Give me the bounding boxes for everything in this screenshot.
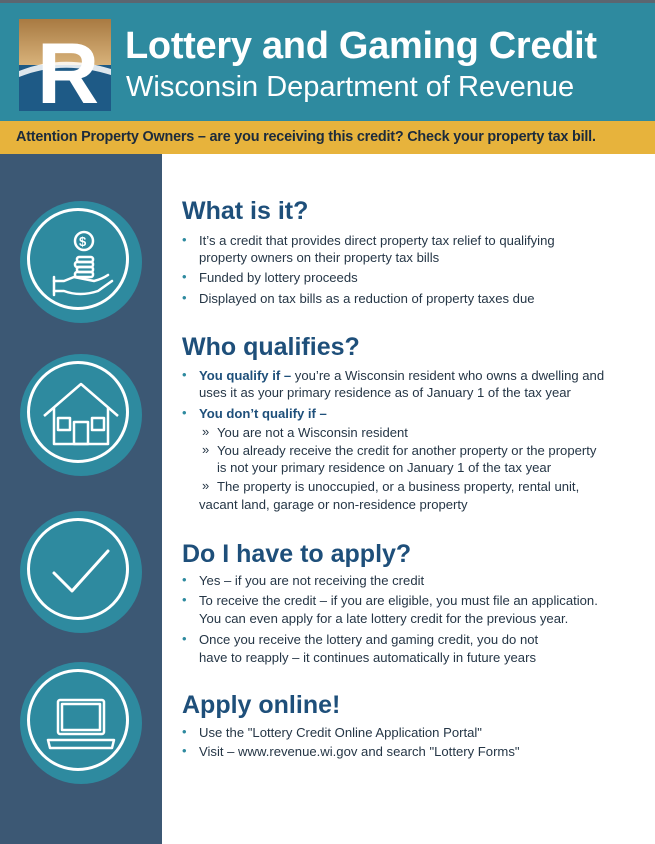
who-qualify-line-2: uses it as your primary residence as of January 1 of the tax year (199, 385, 571, 400)
who-not-qualify-label: You don’t qualify if – (199, 406, 327, 421)
bullet: • (182, 269, 187, 284)
apply-bullet-3-line-1: Once you receive the lottery and gaming credit, you do not (199, 632, 539, 647)
what-bullet-1-line-2: property owners on their property tax bills (199, 250, 440, 265)
section-heading-who: Who qualifies? (182, 333, 360, 361)
bullet: • (182, 592, 187, 607)
house-icon (20, 354, 142, 476)
laptop-icon (20, 662, 142, 784)
dor-logo (19, 19, 111, 111)
svg-text:$: $ (79, 234, 87, 249)
who-sub-3-line-1: The property is unoccupied, or a business property, rental unit, (217, 479, 580, 494)
qualify-label: You qualify if – (199, 368, 292, 383)
money-hand-icon (20, 201, 142, 323)
apply-bullet-1: Yes – if you are not receiving the credit (199, 573, 425, 588)
who-sub-1: You are not a Wisconsin resident (217, 425, 408, 440)
qualify-text: you’re a Wisconsin resident who owns a dwelling and (291, 368, 605, 383)
checkmark-icon (20, 511, 142, 633)
bullet: • (182, 367, 187, 382)
section-heading-online: Apply online! (182, 691, 341, 719)
online-bullet-1: Use the "Lottery Credit Online Application Portal" (199, 725, 482, 740)
who-sub-2-line-1: You already receive the credit for another property or the property (217, 443, 597, 458)
section-heading-apply: Do I have to apply? (182, 540, 412, 568)
apply-bullet-3-line-2: have to reapply – it continues automatically in future years (199, 650, 536, 665)
sub-bullet: » (202, 442, 210, 457)
icon-sidebar (0, 154, 162, 844)
section-heading-what: What is it? (182, 197, 309, 225)
bullet: • (182, 743, 187, 758)
apply-bullet-2-line-2: You can even apply for a late lottery credit for the previous year. (199, 611, 569, 626)
banner-text: Attention Property Owners – are you receiving this credit? Check your property tax bill. (16, 129, 596, 145)
attention-banner (0, 121, 655, 154)
who-sub-3-line-2: vacant land, garage or non-residence property (199, 497, 468, 512)
bullet: • (182, 232, 187, 247)
what-bullet-1-line-1: It’s a credit that provides direct property tax relief to qualifying (199, 233, 555, 248)
bullet: • (182, 290, 187, 305)
who-qualify-line-1 (199, 367, 604, 384)
sub-bullet: » (202, 478, 210, 493)
bullet: • (182, 572, 187, 587)
what-bullet-3: Displayed on tax bills as a reduction of property taxes due (199, 291, 535, 306)
sub-bullet: » (202, 424, 210, 439)
page-subtitle: Wisconsin Department of Revenue (126, 71, 575, 103)
what-bullet-2: Funded by lottery proceeds (199, 270, 358, 285)
header (0, 3, 655, 121)
logo-letter: R (37, 26, 100, 111)
bullet: • (182, 631, 187, 646)
bullet: • (182, 724, 187, 739)
bullet: • (182, 405, 187, 420)
apply-bullet-2-line-1: To receive the credit – if you are eligible, you must file an application. (199, 593, 598, 608)
page-title: Lottery and Gaming Credit (125, 25, 597, 67)
who-sub-2-line-2: is not your primary residence on January 1 of the tax year (217, 460, 552, 475)
online-bullet-2: Visit – www.revenue.wi.gov and search "Lottery Forms" (199, 744, 520, 759)
